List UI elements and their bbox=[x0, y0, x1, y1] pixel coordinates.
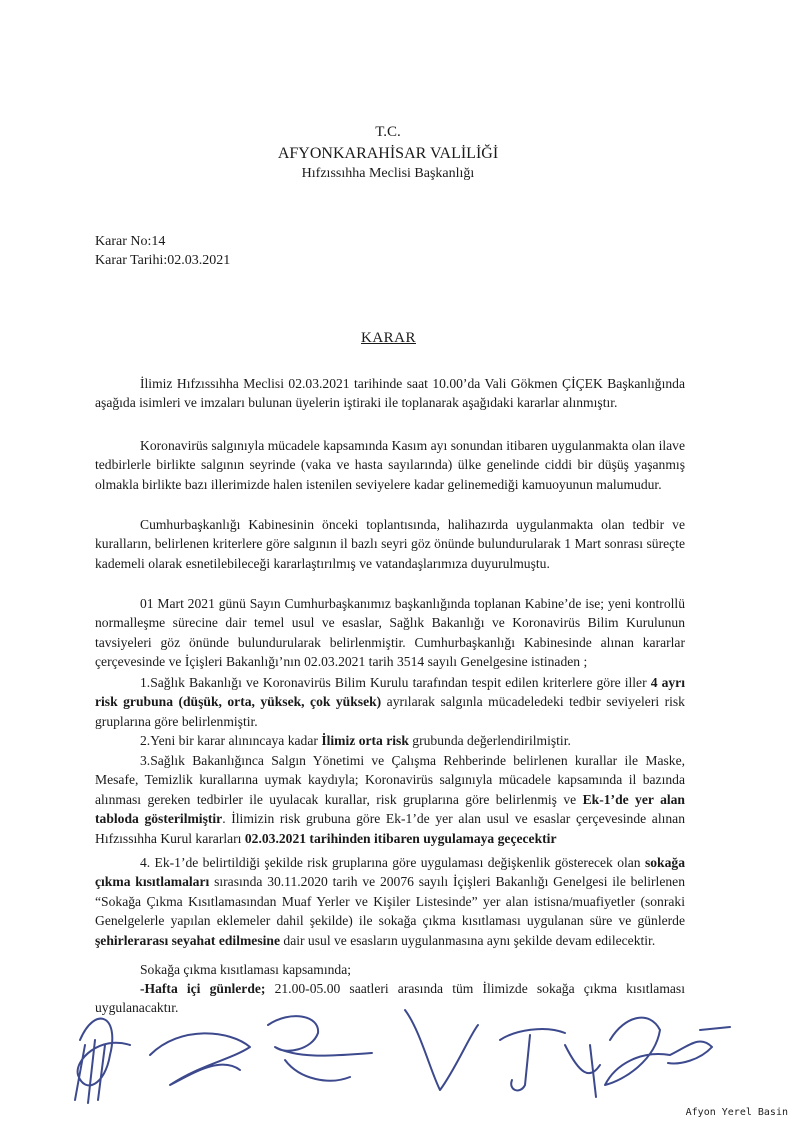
item-3-bold-1: Ek-1’de yer alan tabloda gösterilmiştir bbox=[95, 791, 685, 827]
item-1-text-end: ayrılarak salgınla mücadeledeki tedbir seviyeleri risk gruplarına göre belirlenmiştir. bbox=[95, 694, 685, 729]
item-4-bold-1: sokağa çıkma kısıtlamaları bbox=[95, 855, 685, 890]
item-4-text-mid: sırasında 30.11.2020 tarih ve 20076 sayılı İçişleri Bakanlığı Genelgesi ile belirlenen “Sokağa Çıkma Kısıtlamasından Muaf Yerler ve Kişiler Listesinde” yer alan istisna/muafiyetler (sonraki Genelgelerle yapılan eklemeler dahil şekilde) ile sokağa çıkma kısıtlaması uygulanan süre ve günlerde bbox=[95, 874, 686, 929]
item-4-bold-2: şehirlerarası seyahat edilmesine bbox=[95, 932, 280, 948]
item-2-bold: İlimiz orta risk bbox=[321, 733, 409, 748]
signature-2 bbox=[150, 1033, 250, 1085]
paragraph-cabinet: Cumhurbaşkanlığı Kabinesinin önceki toplantısında, halihazırda uygulanmakta olan tedbir ve kuralların, belirlenen kriterlere göre salgının il bazlı seyri göz önünde bulundurularak 1 Mart sonrası süreçte kademeli olarak esnetilebileceği kararlaştırılmış ve vatandaşlarımıza duyurulmuştu. bbox=[95, 517, 685, 571]
weekday-label: -Hafta içi günlerde; bbox=[140, 981, 266, 996]
signatures-image bbox=[0, 985, 800, 1105]
paragraph-item-3 bbox=[95, 751, 685, 848]
signature-1 bbox=[75, 1019, 130, 1103]
item-3-text: 3.Sağlık Bakanlığınca Salgın Yönetimi ve Çalışma Rehberinde belirlenen kurallar ile Maske, Mesafe, Temizlik kurallarına uymak kaydıyla; Koronavirüs salgınıyla mücadele kapsamında il bazında alınması gereken tedbirler ile uyulacak kurallar, risk gruplarına göre belirlenmiş ve bbox=[95, 753, 685, 807]
item-4-text: 4. Ek-1’de belirtildiği şekilde risk gruplarına göre uygulaması değişkenlik gösterecek olan bbox=[140, 855, 645, 870]
paragraph-context: Koronavirüs salgınıyla mücadele kapsamında Kasım ayı sonundan itibaren uygulanmakta olan ilave tedbirlerle birlikte salgının seyrinde (vaka ve hasta sayılarında) ülke genelinde ciddi bir düşüş yaşanmış olmakla birlikte bazı illerimizde halen istenilen seviyelere kadar gelinemediği kamuoyunun malumudur. bbox=[95, 438, 685, 492]
weekday-text: 21.00-05.00 saatleri arasında tüm İlimizde sokağa çıkma kısıtlaması uygulanacaktır. bbox=[95, 981, 685, 1016]
decision-date: Karar Tarihi:02.03.2021 bbox=[95, 253, 231, 268]
signature-3 bbox=[268, 1016, 372, 1080]
item-1-text: 1.Sağlık Bakanlığı ve Koronavirüs Bilim Kurulu tarafından tespit edilen kriterlere göre iller bbox=[140, 675, 651, 690]
paragraph-item-4 bbox=[95, 853, 685, 950]
item-2-text-end: grubunda değerlendirilmiştir. bbox=[408, 733, 571, 748]
paragraph-item-1 bbox=[95, 673, 685, 731]
item-3-text-mid: . İlimizin risk grubuna göre Ek-1’de yer alan usul ve esaslar çerçevesinde alınan Hıfzıssıhha Kurul kararları bbox=[95, 811, 685, 846]
paragraph-item-2 bbox=[95, 731, 685, 750]
header-dept: Hıfzıssıhha Meclisi Başkanlığı bbox=[301, 166, 475, 181]
footer-watermark: Afyon Yerel Basin bbox=[685, 1107, 788, 1118]
item-1-bold: 4 ayrı risk grubuna (düşük, orta, yüksek, çok yüksek) bbox=[95, 675, 685, 710]
signature-6 bbox=[605, 1018, 730, 1085]
item-3-bold-2: 02.03.2021 tarihinden itibaren uygulamaya geçecektir bbox=[244, 830, 557, 846]
signature-4 bbox=[405, 1010, 478, 1090]
paragraph-curfew-scope: Sokağa çıkma kısıtlaması kapsamında; bbox=[140, 962, 352, 977]
decision-number: Karar No:14 bbox=[95, 234, 166, 249]
paragraph-march: 01 Mart 2021 günü Sayın Cumhurbaşkanımız başkanlığında toplanan Kabine’de ise; yeni kontrollü normalleşme sürecine dair temel usul ve esaslar, Sağlık Bakanlığı ve Koronavirüs Bilim Kurulunun tavsiyeleri göz önünde bulundurularak belirlenmiştir. Cumhurbaşkanlığı Kabinesinde alınan kararlar çerçevesinde ve İçişleri Bakanlığı’nın 02.03.2021 tarih 3514 sayılı Genelgesine istinaden ; bbox=[95, 596, 685, 670]
item-4-text-end: dair usul ve esasların uygulanmasına aynı şekilde devam edilecektir. bbox=[280, 932, 656, 948]
document-title: KARAR bbox=[361, 330, 417, 346]
header-office: AFYONKARAHİSAR VALİLİĞİ bbox=[277, 145, 499, 162]
header-tc: T.C. bbox=[375, 124, 401, 140]
item-2-text: 2.Yeni bir karar alınıncaya kadar bbox=[140, 733, 322, 748]
signature-5 bbox=[500, 1029, 600, 1090]
paragraph-intro: İlimiz Hıfzıssıhha Meclisi 02.03.2021 tarihinde saat 10.00’da Vali Gökmen ÇİÇEK Başkanlığında aşağıda isimleri ve imzaları bulunan üyelerin iştiraki ile toplanarak aşağıdaki kararlar alınmıştır. bbox=[95, 376, 685, 411]
